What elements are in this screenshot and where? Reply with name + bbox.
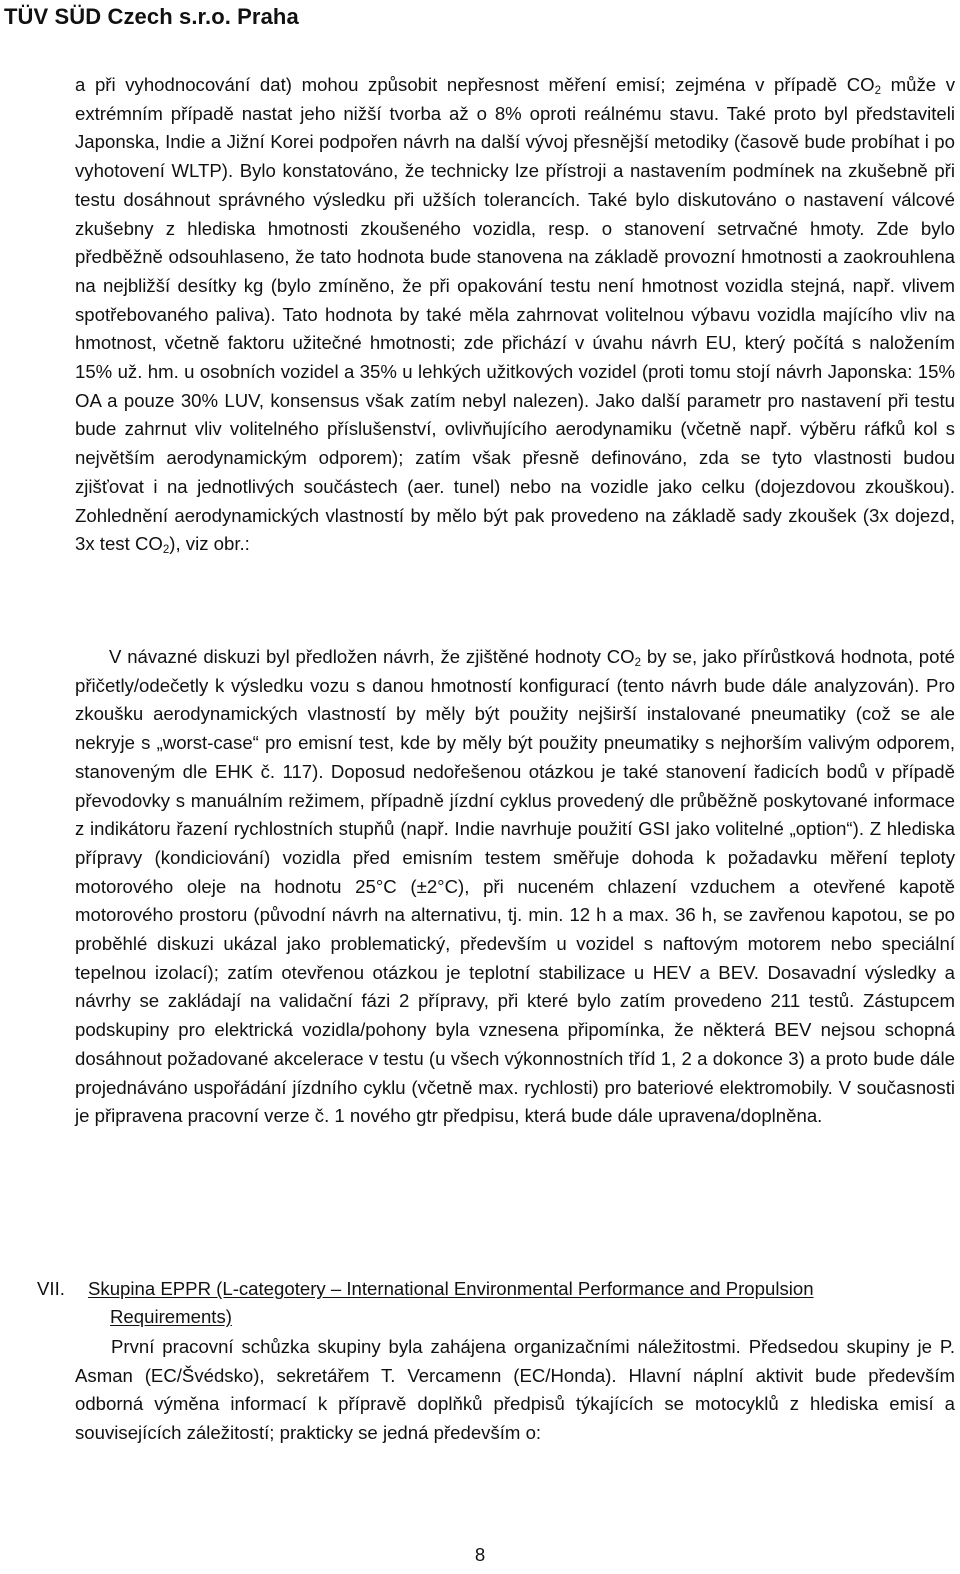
paragraph-1 [75,71,955,559]
co2-subscript: 2 [634,656,642,669]
paragraph-2-text-a: V návazné diskuzi byl předložen návrh, že zjištěné hodnoty CO [109,646,635,667]
section-title-line-1: Skupina EPPR (L-categotery – International Environmental Performance and Propulsion [88,1278,814,1299]
header-company-name: TÜV SÜD Czech s.r.o. Praha [4,4,299,29]
section-number: VII. [37,1278,65,1299]
paragraph-1-text-c: ), viz obr.: [169,533,250,555]
paragraph-2 [75,643,955,1131]
section-title [88,1275,955,1331]
paragraph-1-text-a: a při vyhodnocování dat) mohou způsobit nepřesnost měření emisí; zejména v případě CO [75,74,875,95]
paragraph-3: První pracovní schůzka skupiny byla zahájena organizačními náležitostmi. Předsedou skupiny je P. Asman (EC/Švédsko), sekretářem T. Vercamenn (EC/Honda). Hlavní náplní aktivit bude především odborná výměna informací k přípravě doplňků předpisů týkajících se motocyklů z hlediska emisí a souvisejících záležitostí; prakticky se jedná především o: [75,1336,955,1444]
co2-subscript: 2 [874,84,881,97]
paragraph-2-text-b: by se, jako přírůstková hodnota, poté přičetly/odečetly k výsledku vozu s danou hmotností konfigurací (tento návrh bude dále analyzován). Pro zkoušku aerodynamických vlastností by měly být použity nejširší instalované pneumatiky (což se ale nekryje s „worst-case“ pro emisní test, kde by měly být použity pneumatiky s nejhorším valivým odporem, stanoveným dle EHK č. 117). Doposud nedořešenou otázkou je také stanovení řadicích bodů v případě převodovky s manuálním režimem, případně jízdní cyklus provedený dle průběžně poskytované informace z indikátoru řazení rychlostních stupňů (např. Indie navrhuje použití GSI jako volitelné „option“). Z hlediska přípravy (kondiciování) vozidla před emisním testem směřuje dohoda k požadavku měření teploty motorového oleje na hodnotu 25°C (±2°C), při nuceném chlazení vzduchem a otevřené kapotě motorového prostoru (původní návrh na alternativu, tj. min. 12 h a max. 36 h, se zavřenou kapotou, se po proběhlé diskuzi ukázal jako problematický, především u vozidel s naftovým motorem nebo speciální tepelnou izolací); zatím otevřenou otázkou je teplotní stabilizace u HEV a BEV. Dosavadní výsledky a návrhy se zakládají na validační fázi 2 přípravy, při které bylo zatím provedeno 211 testů. Zástupcem podskupiny pro elektrická vozidla/pohony byla vznesena připomínka, že některá BEV nejsou schopná dosáhnout požadované akcelerace v testu (u všech výkonnostních tříd 1, 2 a dokonce 3) a proto bude dále projednáváno uspořádání jízdního cyklu (včetně max. rychlosti) pro bateriové elektromobily. V současnosti je připravena pracovní verze č. 1 nového gtr předpisu, která bude dále upravena/doplněna. [75,646,955,1127]
section-title-line-2: Requirements) [110,1306,232,1327]
paragraph-1-text-b: může v extrémním případě nastat jeho nižší tvorba až o 8% oproti reálnému stavu. Také proto byl představiteli Japonska, Indie a Jižní Korei podpořen návrh na další vývoj přesnější metodiky (časově bude probíhat i po vyhotovení WLTP). Bylo konstatováno, že technicky lze přístroji a nastavením podmínek na zkušebně při testu dosáhnout správného výsledku při užších tolerancích. Také bylo diskutováno o nastavení válcové zkušebny z hlediska hmotnosti zkoušeného vozidla, resp. o stanovení setrvačné hmoty. Zde bylo předběžně odsouhlaseno, že tato hodnota bude stanovena na základě provozní hmotnosti a zaokrouhlena na nejbližší desítky kg (bylo zmíněno, že při opakování testu není hmotnost vozidla stejná, např. vlivem spotřebovaného paliva). Tato hodnota by také měla zahrnovat volitelnou výbavu vozidla majícího vliv na hmotnost, včetně faktoru užitečné hmotnosti; zde přichází v úvahu návrh EU, který počítá s naložením 15% už. hm. u osobních vozidel a 35% u lehkých užitkových vozidel (proti tomu stojí návrh Japonska: 15% OA a pouze 30% LUV, konsensus však zatím nebyl nalezen). Jako další parametr pro nastavení při testu bude zahrnut vliv volitelného příslušenství, ovlivňujícího aerodynamiku (včetně např. výběru ráfků kol s největším aerodynamickým odporem); zatím však přesně definováno, zda se tyto vlastnosti budou zjišťovat i na jednotlivých součástech (aer. tunel) nebo na vozidle jako celku (dojezdovou zkouškou). Zohlednění aerodynamických vlastností by mělo být pak provedeno na základě sady zkoušek (3x dojezd, 3x test CO [75,74,955,555]
page-number: 8 [474,1544,486,1565]
co2-subscript: 2 [162,544,170,557]
